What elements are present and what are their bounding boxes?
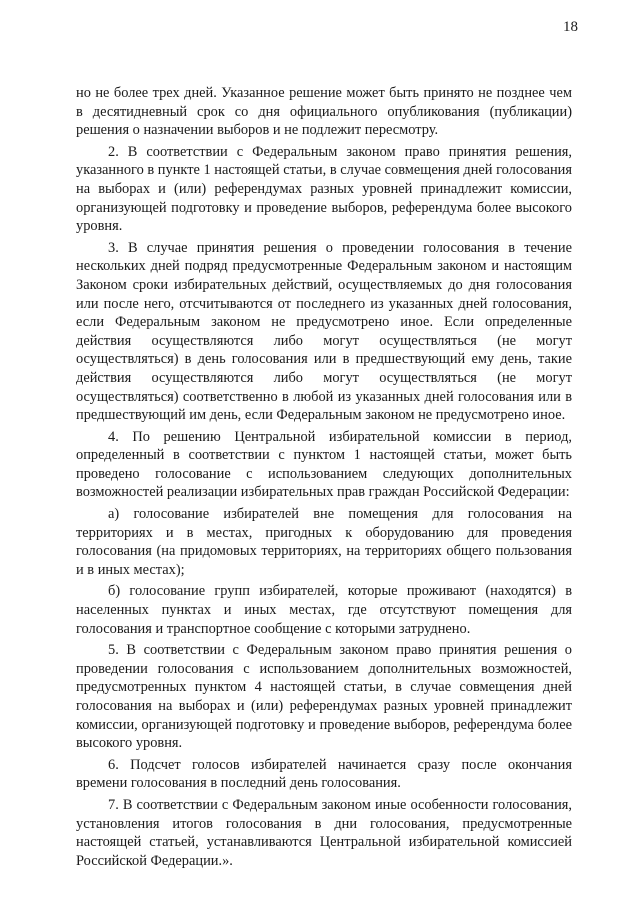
paragraph-2: 2. В соответствии с Федеральным законом право принятия решения, указанного в пункте 1 настоящей статьи, в случае совмещения дней голосования на выборах и (или) референдумах разных уровней принадлежит комиссии, организующей подготовку и проведение выборов, референдума более высокого уровня. <box>76 143 572 235</box>
page-number: 18 <box>563 19 578 35</box>
paragraph-5: а) голосование избирателей вне помещения для голосования на территориях и в местах, пригодных к оборудованию для проведения голосования (на придомовых территориях, на территориях общего пользования и в иных местах); <box>76 506 572 578</box>
document-body <box>76 84 572 873</box>
paragraph-4: 4. По решению Центральной избирательной комиссии в период, определенный в соответствии с пунктом 1 настоящей статьи, может быть проведено голосование с использованием следующих дополнительных возможностей реализации избирательных прав граждан Российской Федерации: <box>76 428 572 501</box>
paragraph-3: 3. В случае принятия решения о проведении голосования в течение нескольких дней подряд предусмотренные Федеральным законом и настоящим Законом сроки избирательных действий, осуществляемых до дня голосования или после него, отсчитываются от последнего из указанных дней голосования, если Федеральным законом не предусмотрено иное. Если определенные действия осуществляются либо могут осуществляться (не могут осуществляться) в день голосования или в предшествующий ему день, такие действия осуществляются либо могут осуществляться (не могут осуществляться) соответственно в любой из указанных дней голосования или в предшествующий им день, если Федеральным законом не предусмотрено иное. <box>76 239 572 424</box>
paragraph-1: но не более трех дней. Указанное решение может быть принято не позднее чем в десятидневный срок со дня официального опубликования (публикации) решения о назначении выборов и не подлежит пересмотру. <box>76 85 572 139</box>
paragraph-7: 5. В соответствии с Федеральным законом право принятия решения о проведении голосования с использованием дополнительных возможностей, предусмотренных пунктом 4 настоящей статьи, в случае совмещения дней голосования на выборах и (или) референдумах разных уровней принадлежит комиссии, организующей подготовку и проведение выборов, референдума более высокого уровня. <box>76 642 572 752</box>
paragraph-9: 7. В соответствии с Федеральным законом иные особенности голосования, установления итогов голосования в дни голосования, предусмотренные настоящей статьей, устанавливаются Центральной избирательной комиссией Российской Федерации.». <box>76 796 572 869</box>
paragraph-6: б) голосование групп избирателей, которые проживают (находятся) в населенных пунктах и иных местах, где отсутствуют помещения для голосования и транспортное сообщение с которыми затруднено. <box>76 583 572 637</box>
paragraph-8: 6. Подсчет голосов избирателей начинается сразу после окончания времени голосования в последний день голосования. <box>76 756 572 792</box>
